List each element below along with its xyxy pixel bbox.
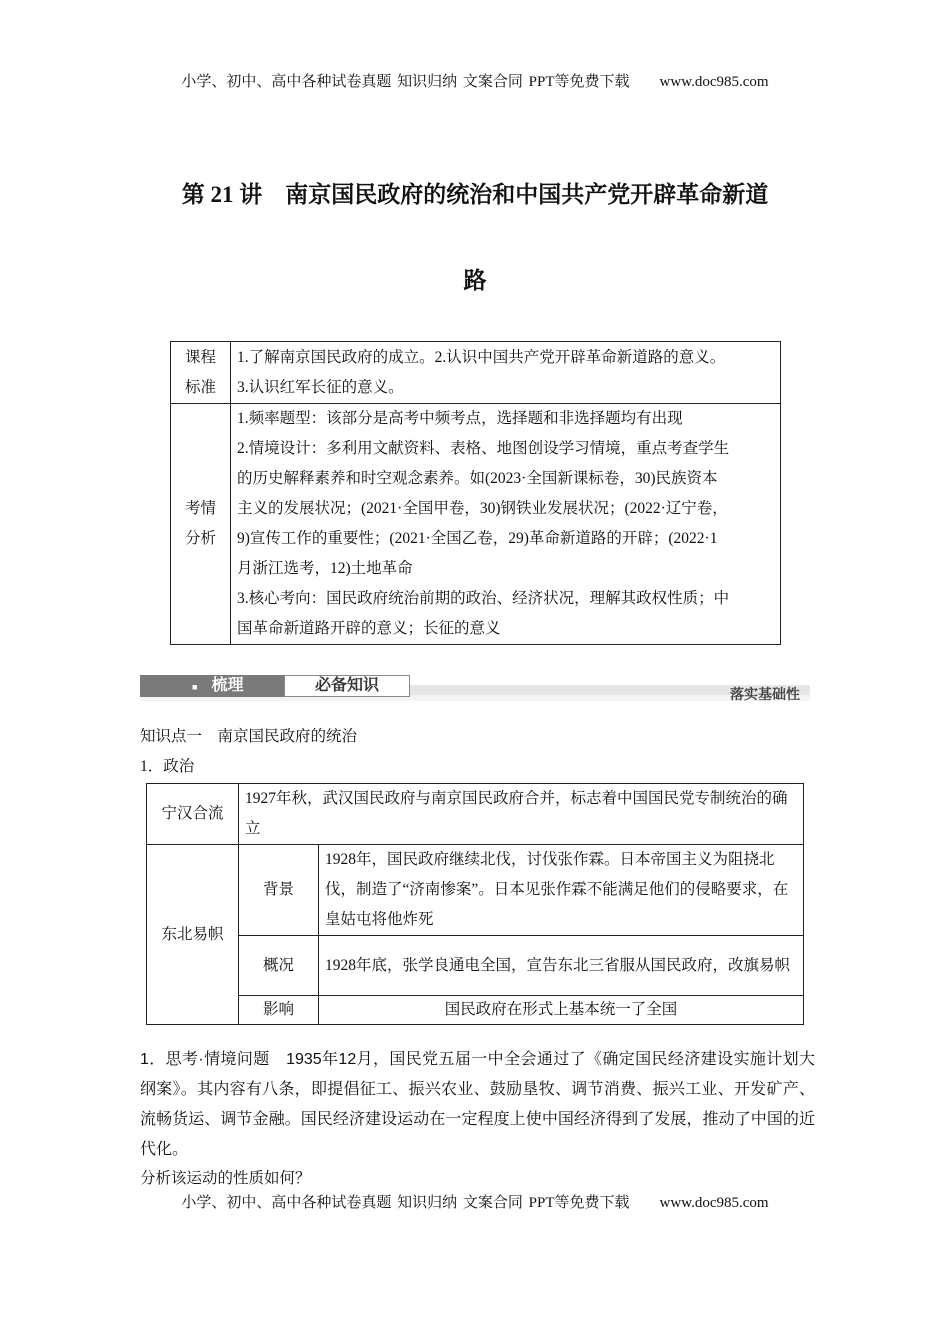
table-row [147, 936, 804, 996]
table-row [171, 342, 781, 404]
row-content: 1.频率题型：该部分是高考中频考点，选择题和非选择题均有出现 2.情境设计：多利用文献资料、表格、地图创设学习情境，重点考查学生 的历史解释素养和时空观念素养。如(2023·全国新课标卷，30)民族资本 主义的发展状况；(2021·全国甲卷，30)钢铁业发展状况；(2022·辽宁卷， 9)宣传工作的重要性；(2021·全国乙卷，29)革命新道路的开辟；(2022·1 月浙江选考，12)土地革命 3.核心考向：国民政府统治前期的政治、经济状况，理解其政权性质；中 国革命新道路开辟的意义；长征的意义 [231, 404, 781, 645]
overview-table [170, 341, 781, 645]
page-footer [0, 1191, 950, 1212]
row-label: 考情 分析 [171, 404, 231, 645]
section-heading: 知识点一 南京国民政府的统治 [140, 728, 358, 745]
table-row [147, 996, 804, 1025]
banner-subtitle: 必备知识 [284, 675, 410, 697]
header-text: 小学、初中、高中各种试卷真题 知识归纳 文案合同 PPT等免费下载 [181, 74, 630, 90]
footer-url: www.doc985.com [659, 1195, 769, 1211]
sub-label: 影响 [239, 996, 319, 1025]
politics-table [146, 783, 804, 1025]
footer-text: 小学、初中、高中各种试卷真题 知识归纳 文案合同 PPT等免费下载 [181, 1195, 630, 1211]
row-content: 1927年秋，武汉国民政府与南京国民政府合并，标志着中国国民党专制统治的确立 [239, 784, 804, 845]
question-prefix: 1．思考·情境问题 [140, 1051, 270, 1068]
header-url: www.doc985.com [659, 74, 769, 90]
banner-tag: ■ 梳理 [140, 675, 284, 697]
row-content: 国民政府在形式上基本统一了全国 [319, 996, 804, 1025]
page-title: 第 21 讲 南京国民政府的统治和中国共产党开辟革命新道 [181, 182, 769, 207]
square-icon: ■ [192, 682, 198, 692]
table-row [147, 784, 804, 845]
row-label: 宁汉合流 [147, 784, 239, 845]
question-text: 1935年12月，国民党五届一中全会通过了《确定国民经济建设实施计划大纲案》。其内容有八条，即提倡征工、振兴农业、鼓励垦牧、调节消费、振兴工业、开发矿产、流畅货运、调节金融。国民经济建设运动在一定程度上使中国经济得到了发展，推动了中国的近代化。 [140, 1051, 815, 1158]
row-content: 1928年，国民政府继续北伐，讨伐张作霖。日本帝国主义为阻挠北伐，制造了“济南惨案”。日本见张作霖不能满足他们的侵略要求，在皇姑屯将他炸死 [319, 845, 804, 936]
banner-right: 落实基础性 [730, 686, 800, 702]
row-content: 1.了解南京国民政府的成立。2.认识中国共产党开辟革命新道路的意义。 3.认识红军长征的意义。 [231, 342, 781, 404]
page-header [0, 70, 950, 91]
row-label: 东北易帜 [147, 845, 239, 1025]
question-ask: 分析该运动的性质如何？ [140, 1170, 311, 1187]
section-subheading: 1．政治 [140, 758, 195, 775]
page-title-cont: 路 [463, 268, 487, 293]
sub-label: 背景 [239, 845, 319, 936]
row-content: 1928年底，张学良通电全国，宣告东北三省服从国民政府，改旗易帜 [319, 936, 804, 996]
sub-label: 概况 [239, 936, 319, 996]
table-row [147, 845, 804, 936]
row-label: 课程 标准 [171, 342, 231, 404]
question-paragraph [140, 1045, 815, 1165]
table-row [171, 404, 781, 645]
section-banner [140, 675, 810, 701]
